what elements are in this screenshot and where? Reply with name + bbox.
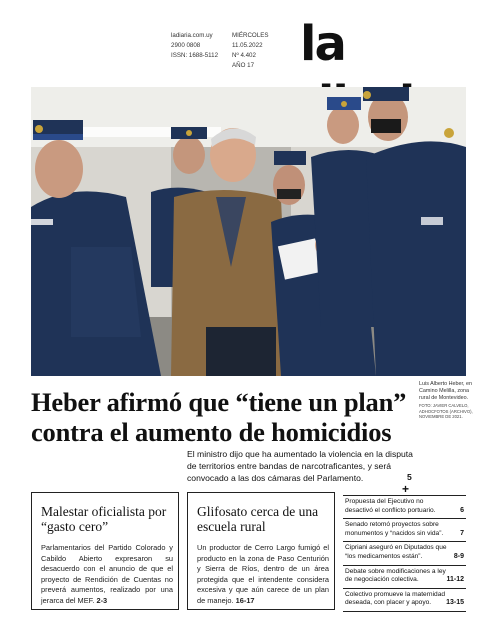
photo-caption (419, 381, 479, 420)
caption-text: Luis Alberto Heber, en Camino Melilla, zona rural de Montevideo. (419, 381, 473, 401)
volume-year: AÑO 17 (232, 62, 255, 69)
index-item-text: Senado retomó proyectos sobre monumentos y “nacidos sin vida”. (345, 521, 444, 537)
weekday: MIÉRCOLES (232, 32, 269, 39)
story-body-text: Parlamentarios del Partido Colorado y Cabildo Abierto expresaron su desacuerdo con el anuncio de que el proyecto de Rendición de Cuentas no preverá aumentos, realizado por una jerarca del MEF. (41, 543, 173, 605)
index-item[interactable] (343, 565, 466, 588)
index-item[interactable] (343, 495, 466, 518)
index-item-page: 8-9 (453, 552, 464, 560)
story-title[interactable]: Malestar oficialista por “gasto cero” (41, 504, 167, 534)
issn: ISSN: 1688-5112 (171, 52, 219, 59)
lead-photo-illustration (31, 87, 466, 376)
index-item-page: 11-12 (446, 576, 464, 584)
index-item-page: 7 (460, 529, 464, 537)
lead-photo (31, 87, 466, 376)
story-body (41, 543, 173, 607)
dek-text: El ministro dijo que ha aumentado la violencia en la disputa de territorios entre bandas de narcotraficantes, y será convocado a las dos cámaras del Parlamento. (187, 449, 413, 483)
phone-number: 2900 0808 (171, 42, 201, 49)
index-item-text: Propuesta del Ejecutivo no desactivó el conflicto portuario. (345, 498, 436, 514)
plus-icon: + (402, 482, 410, 496)
index-item[interactable] (343, 518, 466, 541)
story-page-number: 16-17 (235, 595, 255, 605)
lead-headline[interactable]: Heber afirmó que “tiene un plan” contra el aumento de homicidios (31, 387, 407, 447)
masthead-meta-right (232, 31, 268, 71)
newspaper-logo[interactable]: la (300, 16, 345, 72)
index-item[interactable] (343, 588, 466, 612)
story-body-text: Un productor de Cerro Largo fumigó el producto en la zona de Paso Centurión y Sierra de Ríos, dentro de un área protegida que el intendente considera excesiva y que aún carece de un plan de manejo. (197, 543, 329, 605)
index-item[interactable] (343, 541, 466, 564)
index-item-text: Cipriani aseguró en Diputados que “los medicamentos están”. (345, 544, 447, 560)
index-item-page: 6 (460, 506, 464, 514)
index-item-page: 13-15 (446, 599, 464, 607)
masthead (0, 0, 500, 86)
lead-dek (187, 448, 421, 484)
photo-credit: FOTO: JAVIER CALVELO, ADHOCFOTOS (ARCHIVO), NOVIEMBRE DE 2021. (419, 403, 473, 420)
story-box-glifosato[interactable] (187, 492, 335, 610)
masthead-meta-left (171, 31, 218, 61)
issue-date: 11.05.2022 (232, 42, 263, 49)
story-box-gasto-cero[interactable] (31, 492, 179, 610)
dek-page-number: 5 (407, 472, 412, 482)
website-url[interactable]: ladiaria.com.uy (171, 32, 213, 39)
story-body (197, 543, 329, 607)
index-item-text: Debate sobre modificaciones a ley de negociación colectiva. (345, 567, 446, 584)
issue-number: Nº 4.402 (232, 52, 256, 59)
story-index (343, 495, 466, 612)
story-page-number: 2-3 (96, 595, 108, 605)
story-title[interactable]: Glifosato cerca de una escuela rural (197, 504, 319, 534)
index-item-text: Colectivo promueve la maternidad deseada, con placer y apoyo. (345, 590, 446, 607)
